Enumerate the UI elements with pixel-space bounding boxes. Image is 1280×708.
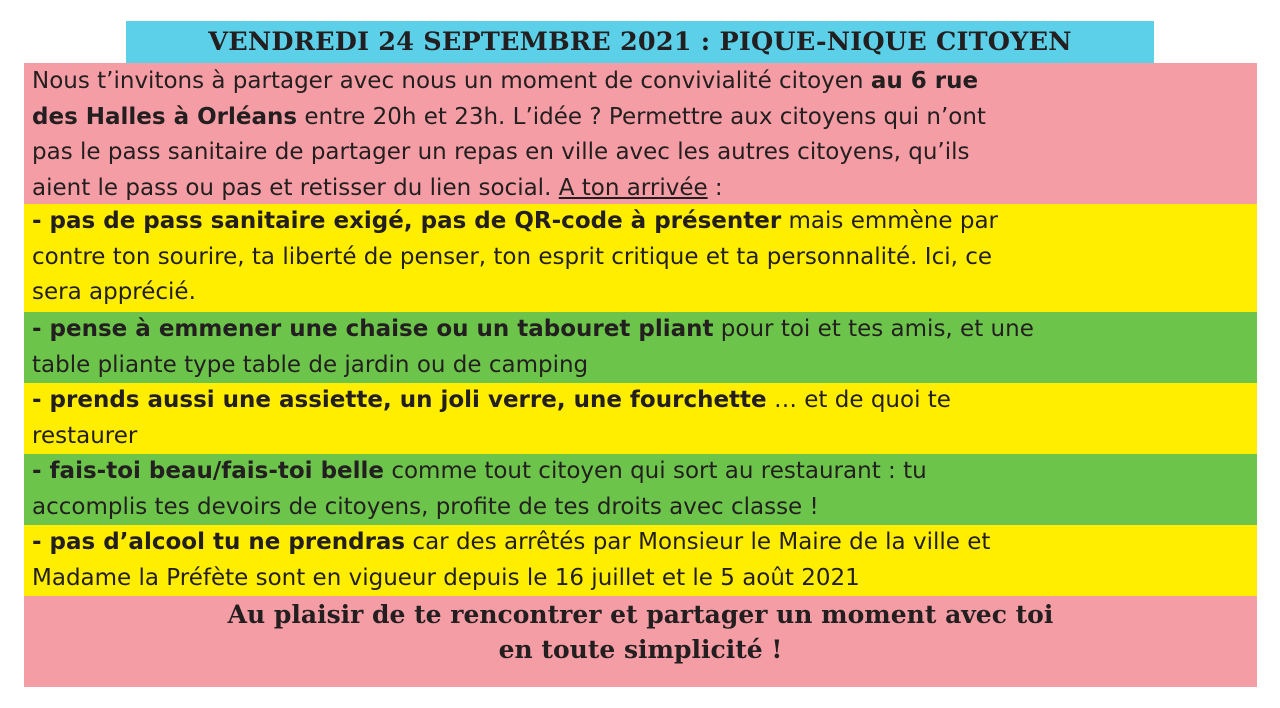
- list-item-line: [32, 312, 1249, 348]
- list-item-bold: - prends aussi une assiette, un joli verre, une fourchette: [32, 387, 767, 413]
- list-item: [24, 204, 1257, 312]
- list-item-line: accomplis tes devoirs de citoyens, profite de tes droits avec classe !: [32, 493, 819, 520]
- list-item-bold: - pas de pass sanitaire exigé, pas de QR-code à présenter: [32, 208, 782, 234]
- intro-paragraph: [24, 63, 1257, 204]
- closing-message: [24, 596, 1257, 687]
- list-item-bold: - pense à emmener une chaise ou un tabouret pliant: [32, 316, 714, 342]
- intro-text: :: [707, 174, 723, 201]
- list-item-line: [32, 525, 1249, 561]
- list-item-line: Madame la Préfète sont en vigueur depuis le 16 juillet et le 5 août 2021: [32, 564, 860, 591]
- address-bold: au 6 rue: [870, 68, 979, 94]
- intro-line-3: pas le pass sanitaire de partager un repas en ville avec les autres citoyens, qu’ils: [32, 139, 970, 165]
- list-item-line: sera apprécié.: [32, 279, 196, 305]
- list-item-text: mais emmène par: [781, 208, 999, 234]
- closing-line-2: en toute simplicité !: [498, 635, 783, 664]
- list-item: [24, 525, 1257, 596]
- intro-line-4: [32, 171, 1249, 207]
- list-item-line: contre ton sourire, ta liberté de penser, ton esprit critique et ta personnalité. Ici, ce: [32, 243, 993, 270]
- list-item-line: restaurer: [32, 422, 138, 449]
- list-item-line: [32, 204, 1249, 240]
- arrival-heading: A ton arrivée: [558, 174, 708, 201]
- list-item-text: pour toi et tes amis, et une: [713, 316, 1034, 342]
- list-item: [24, 312, 1257, 383]
- list-item: [24, 454, 1257, 525]
- intro-text: aient le pass ou pas et retisser du lien social.: [32, 174, 559, 201]
- intro-line-2: [32, 100, 1249, 136]
- list-item: [24, 383, 1257, 454]
- list-item-line: table pliante type table de jardin ou de camping: [32, 351, 589, 378]
- closing-line-1: Au plaisir de te rencontrer et partager un moment avec toi: [227, 600, 1054, 629]
- address-bold: des Halles à Orléans: [32, 103, 298, 130]
- intro-text: Nous t’invitons à partager avec nous un moment de convivialité citoyen: [32, 68, 871, 94]
- intro-text: entre 20h et 23h. L’idée ? Permettre aux citoyens qui n’ont: [297, 103, 986, 130]
- list-item-text: … et de quoi te: [766, 387, 951, 413]
- page-title: VENDREDI 24 SEPTEMBRE 2021 : PIQUE-NIQUE CITOYEN: [126, 21, 1154, 63]
- list-item-line: [32, 383, 1249, 419]
- list-item-text: comme tout citoyen qui sort au restaurant : tu: [384, 458, 927, 484]
- intro-line-1: [32, 64, 1249, 100]
- list-item-text: car des arrêtés par Monsieur le Maire de la ville et: [405, 529, 991, 555]
- list-item-bold: - fais-toi beau/fais-toi belle: [32, 458, 385, 484]
- list-item-line: [32, 454, 1249, 490]
- invitation-card: [24, 63, 1257, 687]
- list-item-bold: - pas d’alcool tu ne prendras: [32, 529, 406, 555]
